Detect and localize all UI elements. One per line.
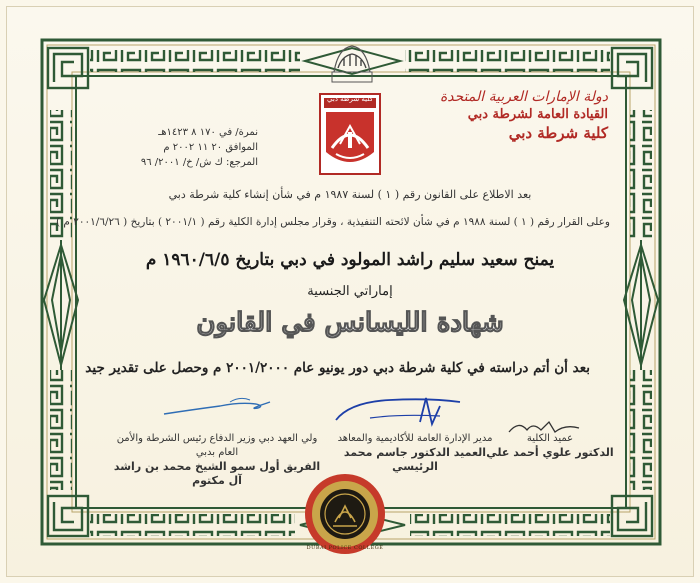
- signatory-right-name: الدكتور علوي أحمد علي: [486, 446, 614, 459]
- signatory-right: [480, 432, 620, 460]
- degree-title: شهادة الليسانس في القانون: [196, 308, 504, 338]
- logo-label: كلية شرطة دبي: [327, 95, 373, 103]
- country-name: دولة الإمارات العربية المتحدة: [439, 89, 608, 105]
- signatory-center: [330, 432, 500, 474]
- completion-line: بعد أن أتم دراسته في كلية شرطة دبي دور يونيو عام ٢٠٠١/٢٠٠٠ م وحصل على تقدير جيد: [85, 360, 590, 376]
- calligraphy-crest-icon: [328, 42, 376, 86]
- college-logo-icon: [318, 92, 382, 176]
- signatory-right-role: عميد الكلية: [526, 433, 574, 444]
- college-seal-icon: [303, 472, 387, 556]
- college-name: كلية شرطة دبي: [508, 124, 608, 142]
- reference-number: نمرة/ في ١٧٠ ٨ ١٤٢٣هـ: [158, 127, 258, 138]
- authority-name: القيادة العامة لشرطة دبي: [467, 107, 608, 122]
- grant-line: يمنح سعيد سليم راشد المولود في دبي بتاريخ ١٩٦٠/٦/٥ م: [145, 250, 555, 270]
- nationality-line: إماراتي الجنسية: [307, 284, 393, 299]
- seal-text: DUBAI POLICE COLLEGE: [306, 545, 384, 551]
- reference-code: المرجع: ك ش/ خ/ ٢٠٠١/ ٩٦: [140, 157, 258, 168]
- signatory-center-name: العميد الدكتور جاسم محمد الرئيسي: [343, 446, 487, 473]
- signatory-center-role: مدير الإدارة العامة للأكاديمية والمعاهد: [337, 433, 493, 444]
- legal-basis-line-2: وعلى القرار رقم ( ١ ) لسنة ١٩٨٨ م في شأن لائحته التنفيذية ، وقرار مجلس إدارة الكلية رقم ( ٢٠٠١/١ ) بتاريخ ( ٢٠٠١/٦/٢٦ م ): [55, 216, 610, 228]
- signature-center: [330, 392, 470, 432]
- signatory-left: [112, 432, 322, 488]
- reference-block: [88, 125, 258, 170]
- signatory-left-role: ولي العهد دبي وزير الدفاع رئيس الشرطة والأمن العام بدبي: [116, 433, 318, 458]
- signatory-left-name: الفريق أول سمو الشيخ محمد بن راشد آل مكتوم: [113, 460, 321, 487]
- legal-basis-line: بعد الاطلاع على القانون رقم ( ١ ) لسنة ١٩٨٧ م في شأن إنشاء كلية شرطة دبي: [168, 188, 532, 201]
- signature-left: [160, 392, 280, 422]
- issuer-header: [418, 88, 608, 142]
- reference-date: الموافق ٢٠ ١١ ٢٠٠٢ م: [163, 142, 258, 153]
